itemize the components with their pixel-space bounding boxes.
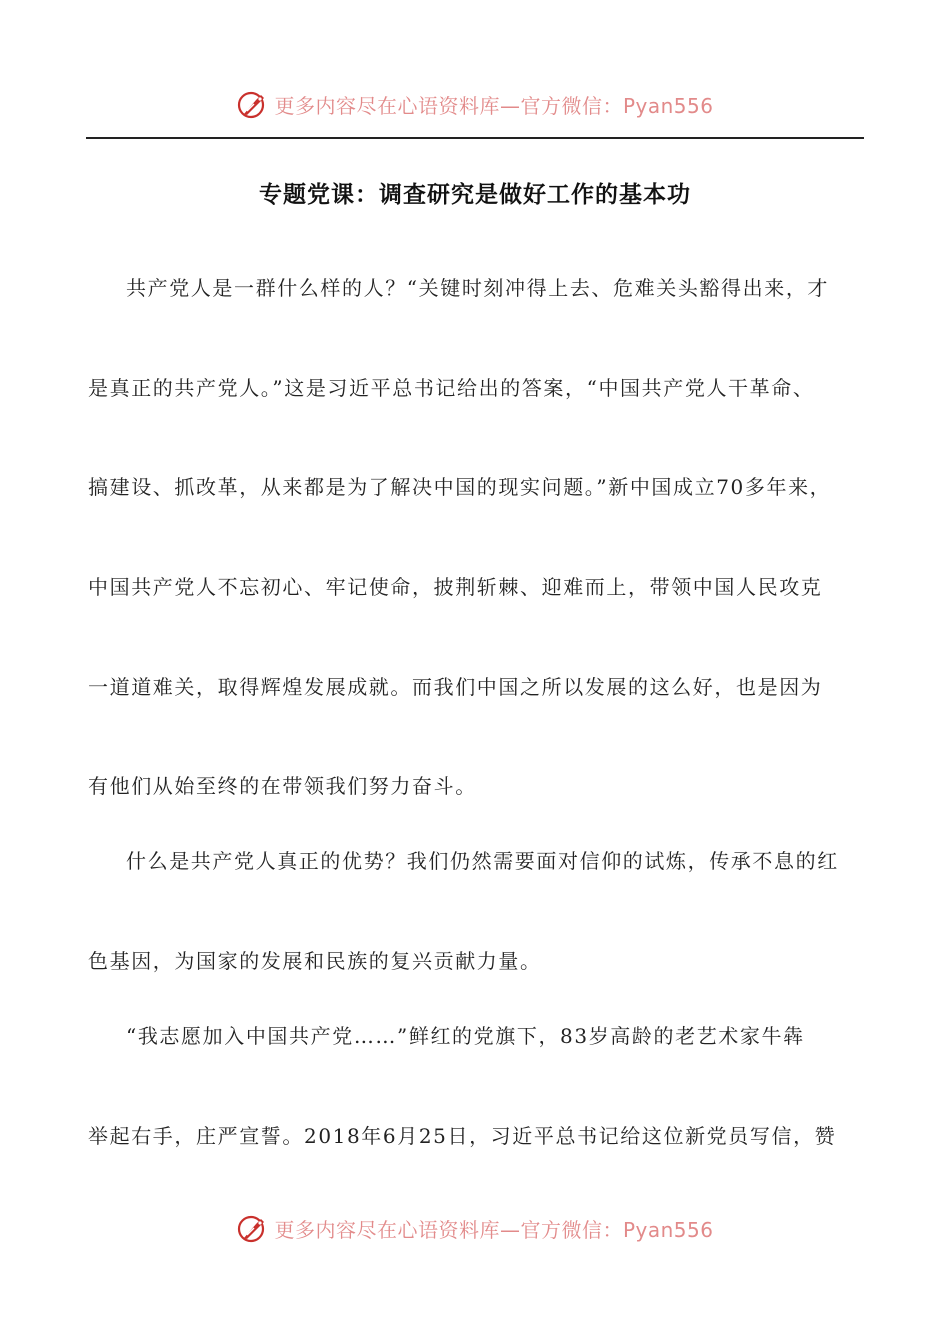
paragraph-line: 搞建设、抓改革，从来都是为了解决中国的现实问题。”新中国成立70多年来， [88,475,832,499]
paragraph-line: 什么是共产党人真正的优势？我们仍然需要面对信仰的试炼，传承不息的红 [126,849,839,873]
pen-nib-logo-icon [236,1211,270,1245]
paragraph-line: 色基因，为国家的发展和民族的复兴贡献力量。 [88,949,542,973]
paragraph-line: 举起右手，庄严宣誓。2018年6月25日，习近平总书记给这位新党员写信，赞 [88,1124,837,1148]
header-banner [0,84,950,124]
banner-text: 更多内容尽在心语资料库—官方微信：Pyan556 [274,93,714,118]
paragraph-line: 是真正的共产党人。”这是习近平总书记给出的答案，“中国共产党人干革命、 [88,376,815,400]
paragraph-line: 中国共产党人不忘初心、牢记使命，披荆斩棘、迎难而上，带领中国人民攻克 [88,575,823,599]
document-title: 专题党课：调查研究是做好工作的基本功 [259,182,691,208]
footer-banner [0,1208,950,1248]
paragraph-line: 共产党人是一群什么样的人？“关键时刻冲得上去、危难关头豁得出来，才 [126,276,830,300]
header-divider [86,137,864,139]
paragraph-line: 有他们从始至终的在带领我们努力奋斗。 [88,774,477,798]
pen-nib-logo-icon [236,87,270,121]
paragraph-line: 一道道难关，取得辉煌发展成就。而我们中国之所以发展的这么好，也是因为 [88,675,823,699]
paragraph-line: “我志愿加入中国共产党……”鲜红的党旗下，83岁高龄的老艺术家牛犇 [126,1024,805,1048]
banner-text: 更多内容尽在心语资料库—官方微信：Pyan556 [274,1217,714,1242]
